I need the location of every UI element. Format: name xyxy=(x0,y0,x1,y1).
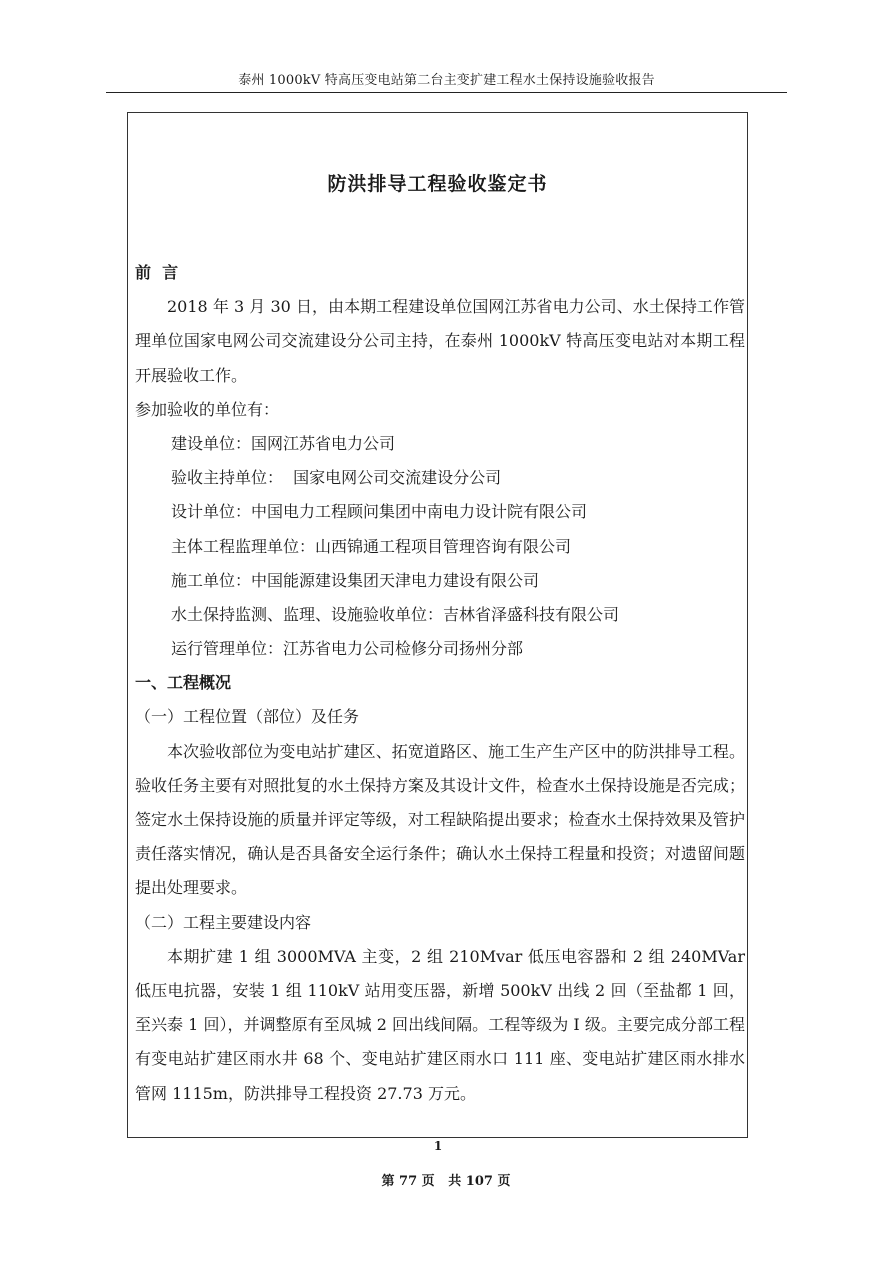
participant-builder-unit: 施工单位：中国能源建设集团天津电力建设有限公司 xyxy=(171,570,540,590)
document-title: 防洪排导工程验收鉴定书 xyxy=(327,173,548,195)
participant-operation-unit: 运行管理单位：江苏省电力公司检修分司扬州分部 xyxy=(171,639,524,659)
subsection-2-heading: （二）工程主要建设内容 xyxy=(135,912,312,932)
participant-monitoring-unit: 水土保持监测、监理、设施验收单位：吉林省泽盛科技有限公司 xyxy=(171,604,620,624)
preface-paragraph: 2018 年 3 月 30 日，由本期工程建设单位国网江苏省电力公司、水土保持工作管理单位国家电网公司交流建设分公司主持，在泰州 1000kV 特高压变电站对本期工程开展验收工作。 xyxy=(135,297,745,385)
participant-host-unit: 验收主持单位： 国家电网公司交流建设分公司 xyxy=(171,468,502,488)
section-1-heading: 一、工程概况 xyxy=(135,673,232,693)
page-footer: 第 77 页 共 107 页 xyxy=(381,1174,511,1189)
participant-design-unit: 设计单位：中国电力工程顾问集团中南电力设计院有限公司 xyxy=(171,502,588,522)
participant-supervision-unit: 主体工程监理单位：山西锦通工程项目管理咨询有限公司 xyxy=(171,536,572,556)
subsection-1-paragraph: 本次验收部位为变电站扩建区、拓宽道路区、施工生产生产区中的防洪排导工程。验收任务主要有对照批复的水土保持方案及其设计文件，检查水土保持设施是否完成；签定水土保持设施的质量并评定等级，对工程缺陷提出要求；检查水土保持效果及管护责任落实情况，确认是否具备安全运行条件；确认水土保持工程量和投资；对遗留间题提出处理要求。 xyxy=(135,741,745,898)
header-divider xyxy=(106,92,787,93)
document-body xyxy=(135,256,745,1111)
running-header: 泰州 1000kV 特高压变电站第二台主变扩建工程水土保持设施验收报告 xyxy=(238,73,655,88)
participant-construction-unit: 建设单位：国网江苏省电力公司 xyxy=(171,433,396,453)
subsection-2-paragraph: 本期扩建 1 组 3000MVA 主变，2 组 210Mvar 低压电容器和 2 组 240MVar 低压电抗器，安装 1 组 110kV 站用变压器，新增 500kV 出线 2 回（至盐都 1 回，至兴泰 1 回），并调整原有至凤城 2 回出线间隔。工程等级为 I 级。主要完成分部工程有变电站扩建区雨水井 68 个、变电站扩建区雨水口 111 座、变电站扩建区雨水排水管网 1115m，防洪排导工程投资 27.73 万元。 xyxy=(135,946,745,1103)
preface-heading: 前 言 xyxy=(135,263,179,282)
subsection-1-heading: （一）工程位置（部位）及任务 xyxy=(135,707,360,727)
participants-intro: 参加验收的单位有： xyxy=(135,399,280,419)
inner-page-number: 1 xyxy=(433,1139,443,1153)
